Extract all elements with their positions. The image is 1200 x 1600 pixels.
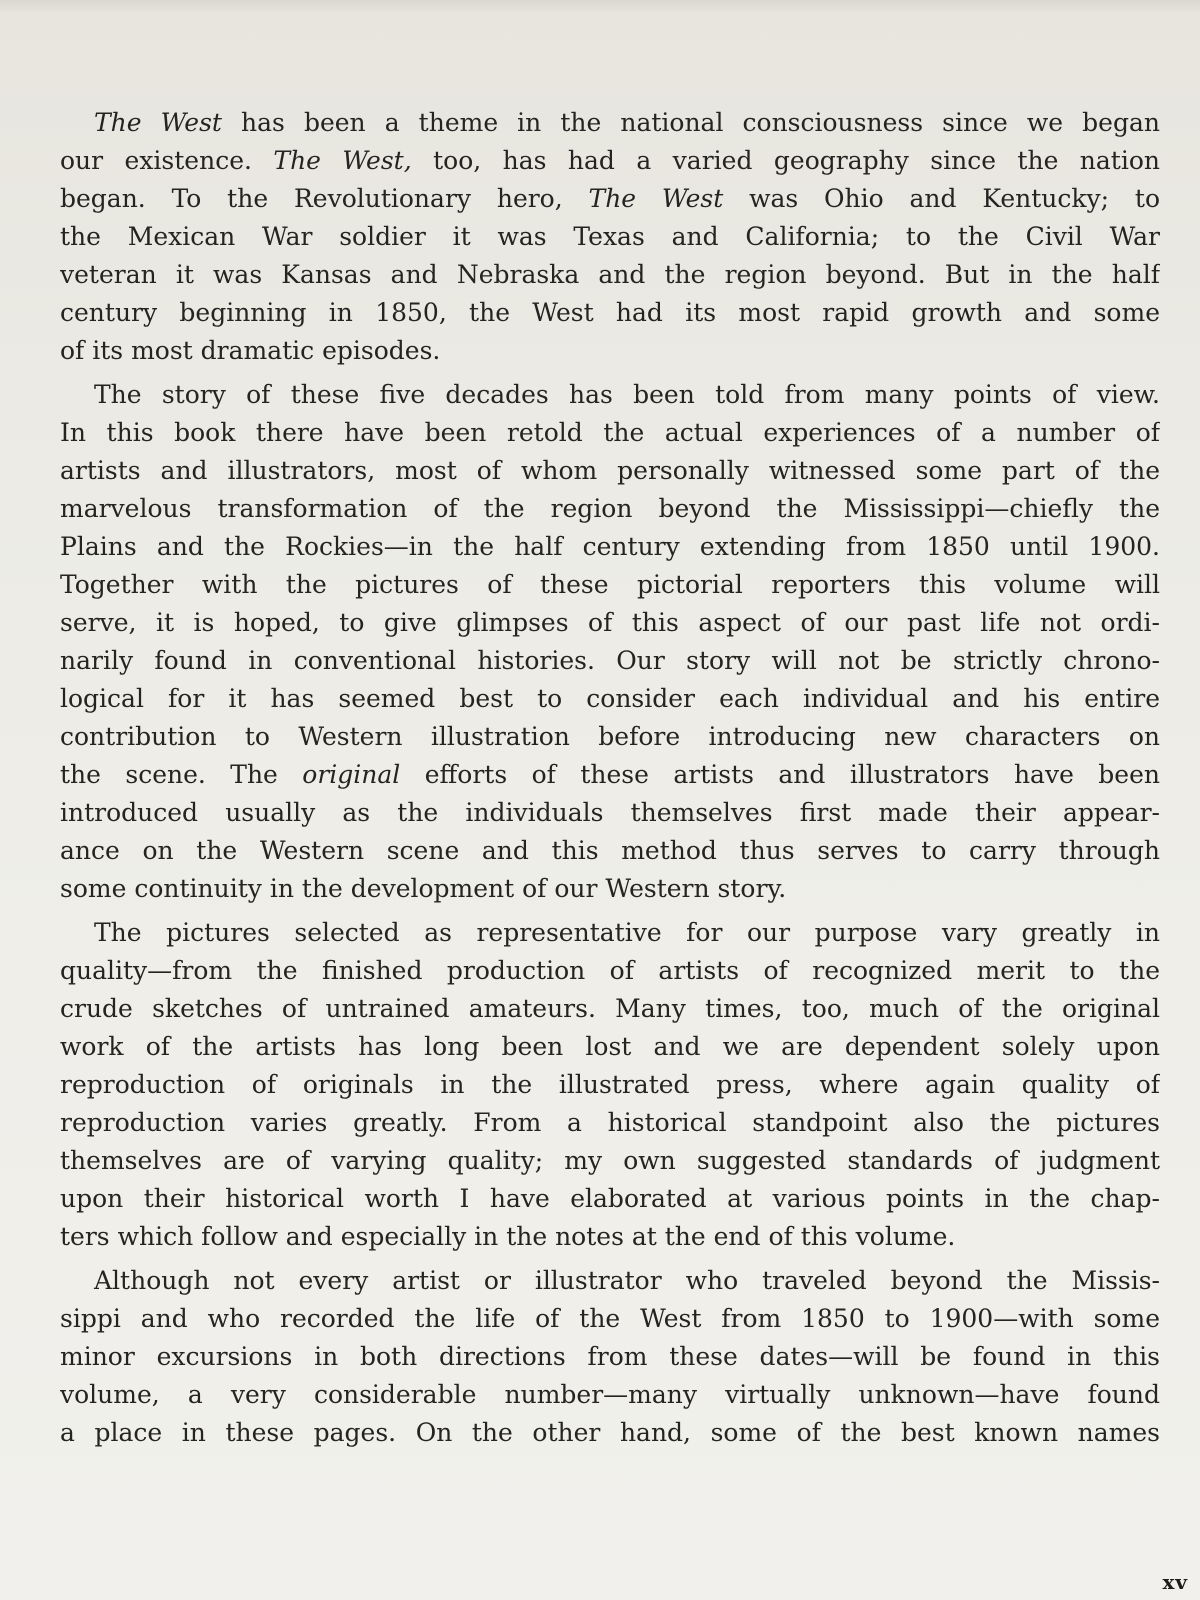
text-line: Although not every artist or illustrator who traveled beyond the Missis- [94, 1266, 1160, 1295]
text-line: The pictures selected as representative for our purpose vary greatly in [94, 918, 1160, 947]
paragraph-4 [60, 1262, 1160, 1452]
text-line: upon their historical worth I have elaborated at various points in the chap- [60, 1184, 1160, 1213]
text-line: century beginning in 1850, the West had its most rapid growth and some [60, 298, 1160, 327]
text-line: our existence. The West, too, has had a varied geography since the nation [60, 146, 1160, 175]
text-line: artists and illustrators, most of whom personally witnessed some part of the [60, 456, 1160, 485]
text-line: contribution to Western illustration before introducing new characters on [60, 722, 1160, 751]
text-line: In this book there have been retold the actual experiences of a number of [60, 418, 1160, 447]
text-line: quality—from the finished production of artists of recognized merit to the [60, 956, 1160, 985]
text-line: serve, it is hoped, to give glimpses of this aspect of our past life not ordi- [60, 608, 1160, 637]
paragraph-2 [60, 376, 1160, 908]
text-line: began. To the Revolutionary hero, The West was Ohio and Kentucky; to [60, 184, 1160, 213]
text-line: themselves are of varying quality; my own suggested standards of judgment [60, 1146, 1160, 1175]
text-line: reproduction of originals in the illustrated press, where again quality of [60, 1070, 1160, 1099]
text-line: the scene. The original efforts of these artists and illustrators have been [60, 760, 1160, 789]
paragraph-3 [60, 914, 1160, 1256]
text-line: the Mexican War soldier it was Texas and California; to the Civil War [60, 222, 1160, 251]
text-line: logical for it has seemed best to consider each individual and his entire [60, 684, 1160, 713]
text-line: Together with the pictures of these pictorial reporters this volume will [60, 570, 1160, 599]
text-line: ters which follow and especially in the notes at the end of this volume. [60, 1222, 956, 1251]
text-line: ance on the Western scene and this method thus serves to carry through [60, 836, 1160, 865]
text-line: volume, a very considerable number—many virtually unknown—have found [60, 1380, 1160, 1409]
text-line: The story of these five decades has been told from many points of view. [94, 380, 1160, 409]
text-line: Plains and the Rockies—in the half century extending from 1850 until 1900. [60, 532, 1160, 561]
top-shadow [0, 0, 1200, 14]
body-text [60, 104, 1160, 1458]
paragraph-1 [60, 104, 1160, 370]
text-line: narily found in conventional histories. Our story will not be strictly chrono- [60, 646, 1160, 675]
text-line: veteran it was Kansas and Nebraska and the region beyond. But in the half [60, 260, 1160, 289]
text-line: a place in these pages. On the other hand, some of the best known names [60, 1418, 1160, 1447]
page-number: xv [1162, 1570, 1188, 1594]
text-line: of its most dramatic episodes. [60, 336, 441, 365]
text-line: reproduction varies greatly. From a historical standpoint also the pictures [60, 1108, 1160, 1137]
text-line: marvelous transformation of the region beyond the Mississippi—chiefly the [60, 494, 1160, 523]
text-line: introduced usually as the individuals themselves first made their appear- [60, 798, 1160, 827]
text-line: work of the artists has long been lost and we are dependent solely upon [60, 1032, 1160, 1061]
text-line: some continuity in the development of our Western story. [60, 874, 787, 903]
text-line: crude sketches of untrained amateurs. Many times, too, much of the original [60, 994, 1160, 1023]
text-line: minor excursions in both directions from these dates—will be found in this [60, 1342, 1160, 1371]
text-line: sippi and who recorded the life of the West from 1850 to 1900—with some [60, 1304, 1160, 1333]
text-line: The West has been a theme in the national consciousness since we began [94, 108, 1160, 137]
